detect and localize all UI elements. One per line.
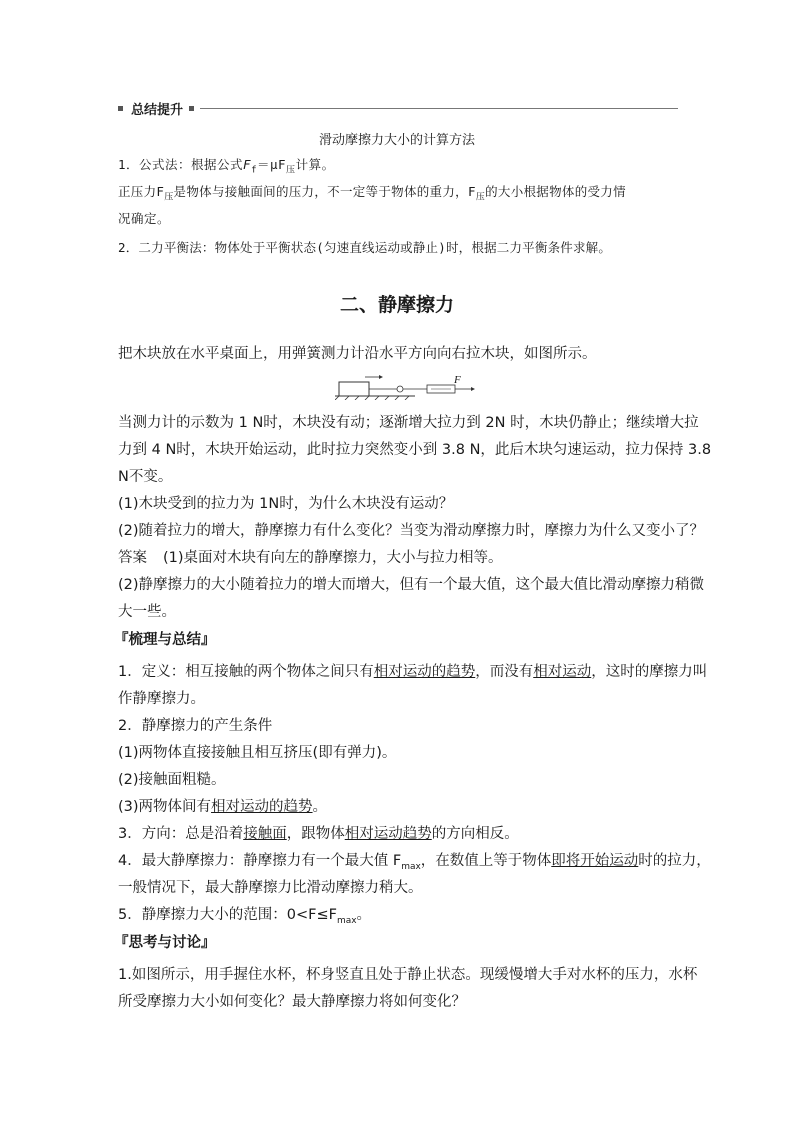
question-1: (1)木块受到的拉力为 1N时，为什么木块没有运动？ xyxy=(118,496,454,512)
summary-heading: 总结提升 xyxy=(131,102,184,118)
review-title: 『梳理与总结』 xyxy=(114,632,216,648)
direction-line: 3．方向：总是沿着接触面，跟物体相对运动趋势的方向相反。 xyxy=(118,826,519,842)
answer-2-line-1: (2)静摩擦力的大小随着拉力的增大而增大，但有一个最大值，这个最大值比滑动摩擦力稍微 xyxy=(118,577,705,593)
condition-1: (1)两物体直接接触且相互挤压(即有弹力)。 xyxy=(118,745,397,761)
experiment-text-line-2: 力到 4 N时，木块开始运动，此时拉力突然变小到 3.8 N，此后木块匀速运动，拉力保持 3.8 xyxy=(118,442,712,458)
experiment-text-line-1: 当测力计的示数为 1 N时，木块没有动；逐渐增大拉力到 2N 时，木块仍静止；继续增大拉 xyxy=(118,415,699,431)
answer-2-line-2: 大一些。 xyxy=(118,604,176,620)
section-title: 二、静摩擦力 xyxy=(339,294,454,316)
max-static-friction-line-1: 4．最大静摩擦力：静摩擦力有一个最大值 $F_{max}$，在数值上等于物体即将开始运动时的拉力， xyxy=(118,853,711,872)
summary-title: 滑动摩擦力大小的计算方法 xyxy=(318,133,475,148)
summary-item-2: 2．二力平衡法：物体处于平衡状态(匀速直线运动或静止)时，根据二力平衡条件求解。 xyxy=(118,240,612,255)
range-line: 5．静摩擦力大小的范围：$0<F\le F_{max}$。 xyxy=(118,907,372,926)
definition-line-2: 作静摩擦力。 xyxy=(118,691,205,707)
answer-1: 答案 (1)桌面对木块有向左的静摩擦力，大小与拉力相等。 xyxy=(118,550,503,566)
summary-item-1: 1．公式法：根据公式$F_f=\mu F_压$计算。 xyxy=(118,157,335,176)
question-2: (2)随着拉力的增大，静摩擦力有什么变化？当变为滑动摩擦力时，摩擦力为什么又变小了？ xyxy=(118,523,705,539)
condition-2: (2)接触面粗糙。 xyxy=(118,772,226,788)
conditions-heading: 2．静摩擦力的产生条件 xyxy=(118,718,273,734)
intro-text: 把木块放在水平桌面上，用弹簧测力计沿水平方向向右拉木块，如图所示。 xyxy=(118,346,597,362)
square-bullet-icon xyxy=(118,106,123,111)
discussion-question-line-2: 所受摩擦力大小如何变化？最大静摩擦力将如何变化？ xyxy=(118,994,466,1010)
summary-heading-bar xyxy=(118,98,678,118)
block-spring-scale-figure xyxy=(335,372,475,400)
square-bullet-icon xyxy=(189,106,194,111)
summary-item-1-note: 正压力$F_压$是物体与接触面间的压力，不一定等于物体的重力，$F_压$的大小根据物体的受力情 xyxy=(118,184,626,203)
max-static-friction-line-2: 一般情况下，最大静摩擦力比滑动摩擦力稍大。 xyxy=(118,880,423,896)
divider xyxy=(200,108,678,109)
discussion-title: 『思考与讨论』 xyxy=(114,935,216,951)
experiment-text-line-3: N不变。 xyxy=(118,469,173,485)
answer-label: 答案 xyxy=(118,550,147,566)
summary-item-1-note-cont: 况确定。 xyxy=(118,211,171,226)
condition-3: (3)两物体间有相对运动的趋势。 xyxy=(118,799,328,815)
definition-line-1: 1．定义：相互接触的两个物体之间只有相对运动的趋势，而没有相对运动，这时的摩擦力叫 xyxy=(118,664,708,680)
discussion-question-line-1: 1.如图所示，用手握住水杯，杯身竖直且处于静止状态。现缓慢增大手对水杯的压力，水杯 xyxy=(118,967,698,983)
force-label: F xyxy=(454,374,461,386)
